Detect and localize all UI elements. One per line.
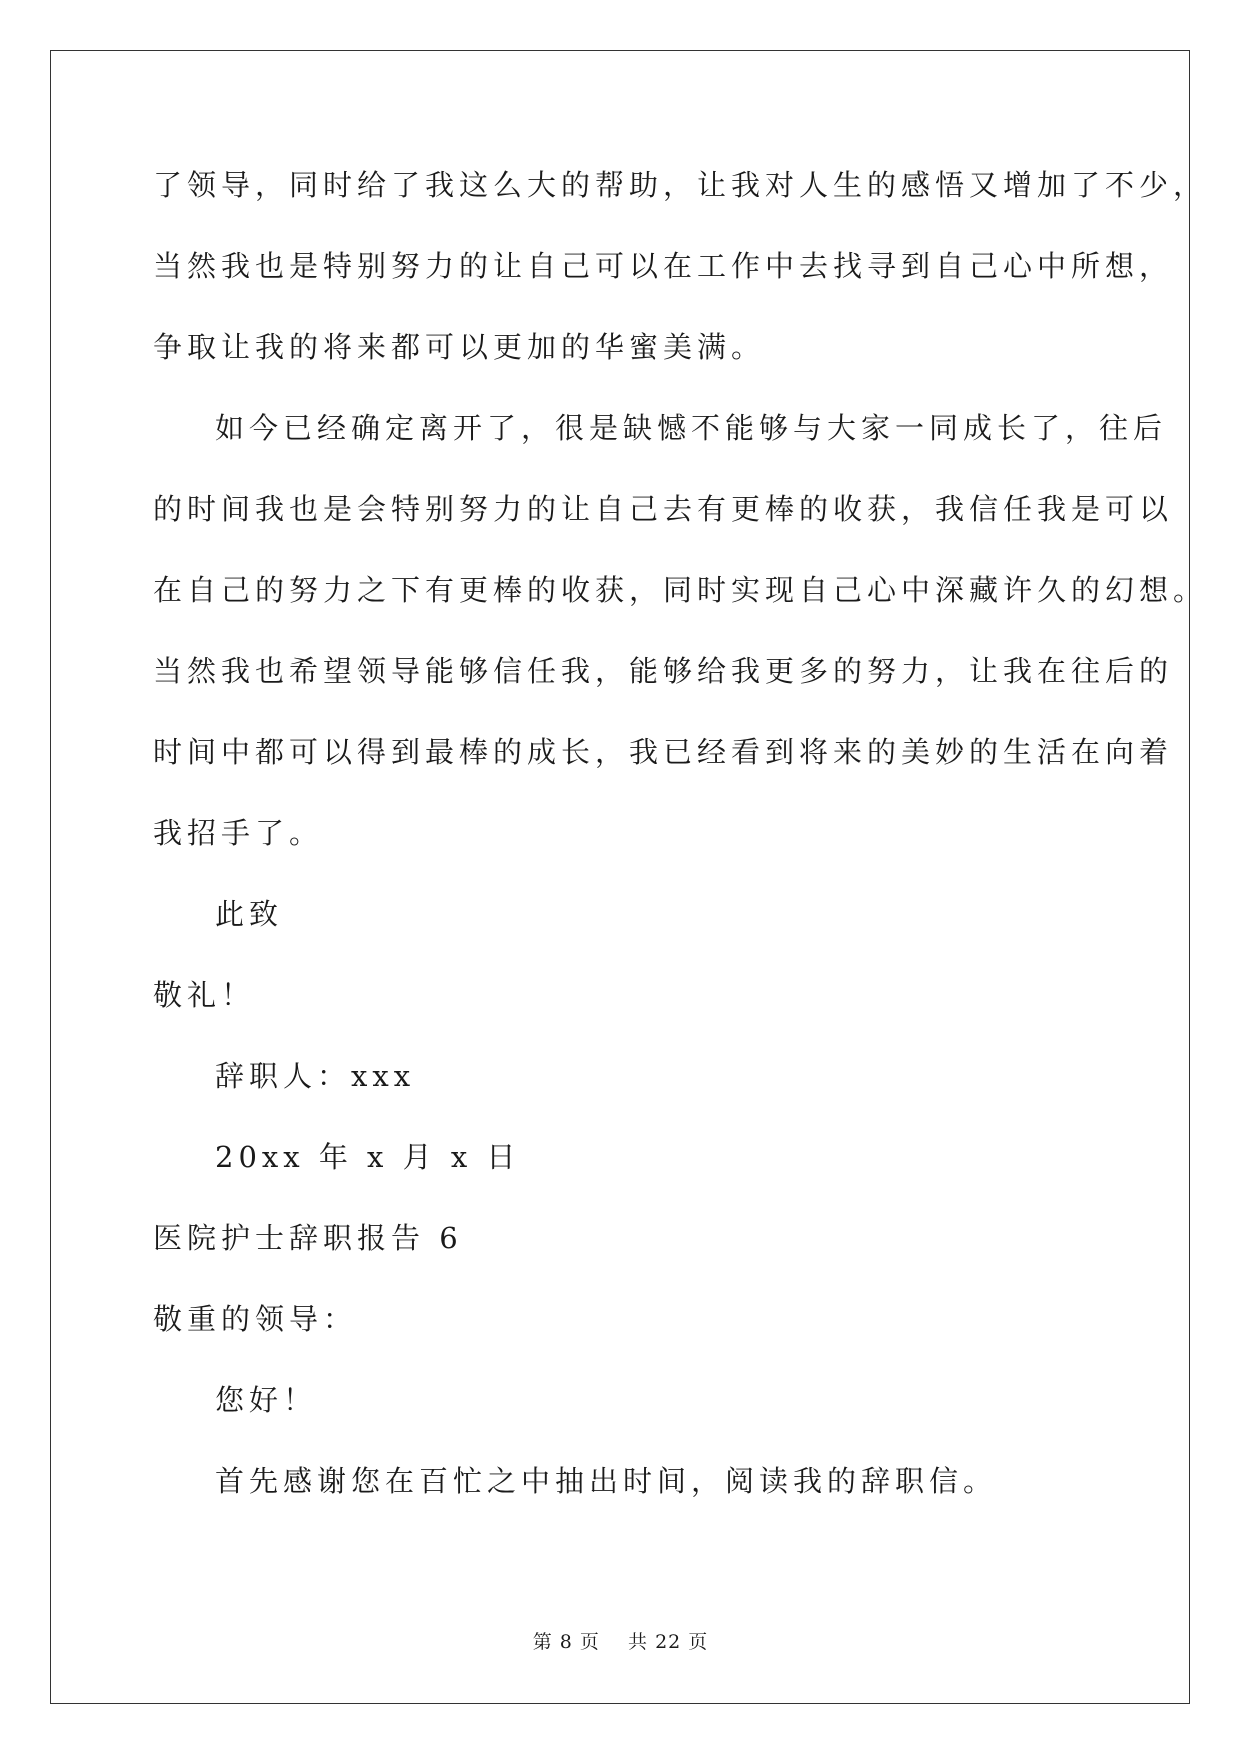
closing-regards: 敬礼！	[153, 978, 256, 1012]
page-number-footer: 第 8 页 共 22 页	[532, 1631, 709, 1653]
text-line-8: 时间中都可以得到最棒的成长，我已经看到将来的美妙的生活在向着	[153, 735, 1174, 769]
text-line-6: 在自己的努力之下有更棒的收获，同时实现自己心中深藏许久的幻想。	[153, 573, 1208, 607]
greeting-addressee: 敬重的领导：	[153, 1302, 358, 1336]
text-line-17: 首先感谢您在百忙之中抽出时间，阅读我的辞职信。	[215, 1464, 998, 1498]
text-line-4: 如今已经确定离开了，很是缺憾不能够与大家一同成长了，往后	[215, 411, 1168, 445]
text-line-9: 我招手了。	[153, 816, 324, 850]
date-line: 20xx 年 x 月 x 日	[215, 1140, 521, 1174]
closing-salutation: 此致	[215, 897, 284, 931]
text-line-1: 了领导，同时给了我这么大的帮助，让我对人生的感悟又增加了不少，	[153, 168, 1208, 202]
text-line-7: 当然我也希望领导能够信任我，能够给我更多的努力，让我在往后的	[153, 654, 1174, 688]
text-line-5: 的时间我也是会特别努力的让自己去有更棒的收获，我信任我是可以	[153, 492, 1174, 526]
document-body	[153, 165, 1208, 1542]
text-line-2: 当然我也是特别努力的让自己可以在工作中去找寻到自己心中所想，	[153, 249, 1174, 283]
text-line-3: 争取让我的将来都可以更加的华蜜美满。	[153, 330, 766, 364]
greeting-hello: 您好！	[215, 1383, 318, 1417]
section-heading: 医院护士辞职报告 6	[153, 1221, 463, 1255]
signature-line: 辞职人：xxx	[215, 1059, 416, 1093]
